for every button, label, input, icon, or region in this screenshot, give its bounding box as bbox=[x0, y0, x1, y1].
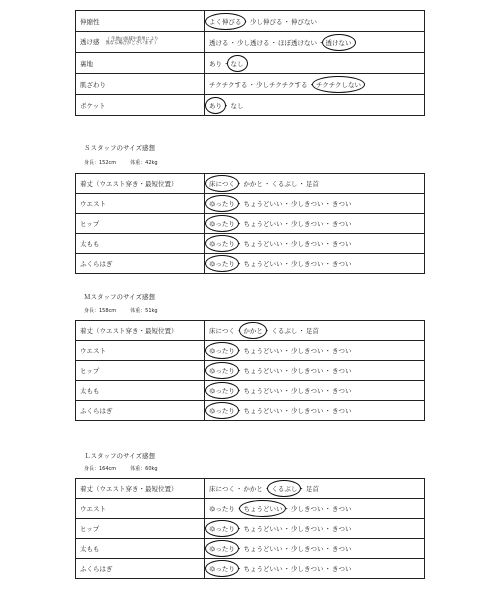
option: 少しきつい bbox=[290, 200, 324, 208]
selected-option: ゆったり bbox=[209, 200, 235, 208]
table-row bbox=[76, 74, 425, 95]
option-separator: ・ bbox=[324, 200, 331, 208]
selected-option: ちょうどいい bbox=[243, 505, 283, 513]
option-cell bbox=[205, 479, 425, 499]
row-label: ふくらはぎ bbox=[76, 254, 205, 274]
option-separator: ・ bbox=[283, 240, 290, 248]
option-cell bbox=[205, 559, 425, 579]
option: くるぶし bbox=[271, 180, 298, 188]
row-label: ウエスト bbox=[76, 341, 205, 361]
option: なし bbox=[230, 101, 244, 110]
option-separator: ・ bbox=[242, 17, 249, 26]
option-separator: ・ bbox=[223, 59, 230, 68]
option: 少しきつい bbox=[290, 367, 324, 375]
table-row bbox=[76, 234, 425, 254]
option-separator: ・ bbox=[263, 180, 271, 188]
option: 床につく bbox=[209, 327, 235, 335]
option-separator: ・ bbox=[235, 387, 243, 395]
note-line: （ 生地の加減や着用により bbox=[105, 36, 159, 42]
option-separator: ・ bbox=[235, 565, 243, 573]
option-cell bbox=[205, 53, 425, 74]
option-separator: ・ bbox=[283, 220, 290, 228]
option: きつい bbox=[331, 565, 352, 573]
option: 透ける bbox=[209, 38, 229, 47]
staff-height: 身長：164cm bbox=[84, 466, 117, 472]
option: ちょうどいい bbox=[243, 347, 283, 355]
selected-option: ゆったり bbox=[209, 260, 235, 268]
option: ちょうどいい bbox=[243, 565, 283, 573]
row-label-text: 透け感 bbox=[80, 38, 100, 47]
staff-size-table-m bbox=[75, 320, 425, 421]
option: きつい bbox=[331, 200, 352, 208]
option-cell bbox=[205, 321, 425, 341]
option: 少しきつい bbox=[290, 505, 324, 513]
option-separator: ・ bbox=[324, 240, 331, 248]
option: 少し伸びる bbox=[250, 17, 283, 26]
option: 少しきつい bbox=[290, 545, 324, 553]
option: 少しきつい bbox=[290, 525, 324, 533]
option-cell bbox=[205, 214, 425, 234]
option: きつい bbox=[331, 260, 352, 268]
staff-weight: 体重：51kg bbox=[130, 308, 158, 314]
option: 足首 bbox=[305, 327, 319, 335]
row-label: ふくらはぎ bbox=[76, 401, 205, 421]
option-separator: ・ bbox=[235, 240, 243, 248]
option-separator: ・ bbox=[298, 485, 305, 493]
table-row bbox=[76, 361, 425, 381]
row-label: 太もも bbox=[76, 234, 205, 254]
table-row bbox=[76, 95, 425, 116]
row-label: ウエスト bbox=[76, 499, 205, 519]
option: 足首 bbox=[305, 485, 319, 493]
option-separator: ・ bbox=[248, 80, 255, 89]
table-row bbox=[76, 401, 425, 421]
selected-option: あり bbox=[209, 101, 222, 110]
option-separator: ・ bbox=[283, 347, 290, 355]
option: ちょうどいい bbox=[243, 407, 283, 415]
row-label: 着丈（ウエスト穿き・最短位置） bbox=[76, 479, 205, 499]
option-cell bbox=[205, 234, 425, 254]
option-cell bbox=[205, 74, 425, 95]
option-separator: ・ bbox=[283, 525, 290, 533]
option: 少しきつい bbox=[290, 347, 324, 355]
option: かかと bbox=[243, 180, 263, 188]
option-separator: ・ bbox=[223, 101, 230, 110]
row-label: ポケット bbox=[76, 95, 205, 116]
row-label: ウエスト bbox=[76, 194, 205, 214]
option: ちょうどいい bbox=[243, 200, 283, 208]
option-cell bbox=[205, 11, 425, 32]
staff-height: 身長：158cm bbox=[84, 308, 117, 314]
table-row bbox=[76, 32, 425, 53]
option-separator: ・ bbox=[235, 180, 243, 188]
option: ちょうどいい bbox=[243, 525, 283, 533]
option-separator: ・ bbox=[235, 327, 243, 335]
staff-stats bbox=[84, 465, 172, 472]
table-row bbox=[76, 321, 425, 341]
option: かかと bbox=[243, 485, 263, 493]
selected-option: チクチクしない bbox=[315, 80, 361, 89]
option: ちょうどいい bbox=[243, 367, 283, 375]
section-title: Ｌスタッフのサイズ感想 bbox=[84, 452, 155, 460]
option-cell bbox=[205, 381, 425, 401]
option-separator: ・ bbox=[235, 505, 243, 513]
option-separator: ・ bbox=[318, 38, 325, 47]
option: きつい bbox=[331, 545, 352, 553]
selected-option: ゆったり bbox=[209, 407, 235, 415]
selected-option: 床につく bbox=[209, 180, 235, 188]
row-label: 裏地 bbox=[76, 53, 205, 74]
table-row bbox=[76, 341, 425, 361]
note-line: 異なる場合がございます ） bbox=[105, 41, 159, 47]
option-separator: ・ bbox=[235, 545, 243, 553]
selected-option: ゆったり bbox=[209, 220, 235, 228]
row-label: ふくらはぎ bbox=[76, 559, 205, 579]
option: ほぼ透けない bbox=[278, 38, 317, 47]
option-separator: ・ bbox=[235, 407, 243, 415]
selected-option: ゆったり bbox=[209, 545, 235, 553]
option-separator: ・ bbox=[283, 200, 290, 208]
table-row bbox=[76, 11, 425, 32]
option-cell bbox=[205, 341, 425, 361]
staff-weight: 体重：42kg bbox=[130, 160, 158, 166]
option: ちょうどいい bbox=[243, 387, 283, 395]
option-separator: ・ bbox=[324, 525, 331, 533]
option-separator: ・ bbox=[235, 485, 243, 493]
row-note bbox=[106, 38, 159, 47]
selected-option: ゆったり bbox=[209, 387, 235, 395]
row-label: 太もも bbox=[76, 539, 205, 559]
option-separator: ・ bbox=[263, 485, 271, 493]
option-separator: ・ bbox=[324, 367, 331, 375]
option: きつい bbox=[331, 367, 352, 375]
option: ちょうどいい bbox=[243, 545, 283, 553]
option-separator: ・ bbox=[235, 260, 243, 268]
staff-stats bbox=[84, 307, 172, 314]
option-cell bbox=[205, 95, 425, 116]
option: チクチクする bbox=[209, 80, 248, 89]
option-separator: ・ bbox=[324, 565, 331, 573]
option-separator: ・ bbox=[283, 260, 290, 268]
option-separator: ・ bbox=[263, 327, 271, 335]
option-separator: ・ bbox=[324, 387, 331, 395]
option: 伸びない bbox=[291, 17, 317, 26]
selected-option: 透けない bbox=[325, 38, 352, 47]
selected-option: ゆったり bbox=[209, 367, 235, 375]
selected-option: ゆったり bbox=[209, 525, 235, 533]
staff-weight: 体重：60kg bbox=[130, 466, 158, 472]
staff-height: 身長：152cm bbox=[84, 160, 117, 166]
row-label: 着丈（ウエスト穿き・最短位置） bbox=[76, 321, 205, 341]
row-label-with-note bbox=[76, 32, 205, 53]
table-row bbox=[76, 479, 425, 499]
option-cell bbox=[205, 194, 425, 214]
option: 少しきつい bbox=[290, 240, 324, 248]
row-label: 肌ざわり bbox=[76, 74, 205, 95]
option: 少しチクチクする bbox=[255, 80, 308, 89]
selected-option: よく伸びる bbox=[209, 17, 242, 26]
option-cell bbox=[205, 254, 425, 274]
option-separator: ・ bbox=[324, 220, 331, 228]
option: きつい bbox=[331, 525, 352, 533]
option: ゆったり bbox=[209, 505, 235, 513]
table-row bbox=[76, 174, 425, 194]
option-cell bbox=[205, 361, 425, 381]
option: きつい bbox=[331, 347, 352, 355]
option-separator: ・ bbox=[235, 200, 243, 208]
option-separator: ・ bbox=[298, 180, 305, 188]
row-label: ヒップ bbox=[76, 519, 205, 539]
selected-option: かかと bbox=[243, 327, 263, 335]
option-separator: ・ bbox=[308, 80, 315, 89]
option: ちょうどいい bbox=[243, 240, 283, 248]
row-label: 伸縮性 bbox=[76, 11, 205, 32]
option-separator: ・ bbox=[324, 407, 331, 415]
table-row bbox=[76, 539, 425, 559]
table-row bbox=[76, 559, 425, 579]
option: ちょうどいい bbox=[243, 220, 283, 228]
option: あり bbox=[209, 59, 222, 68]
selected-option: ゆったり bbox=[209, 347, 235, 355]
option-cell bbox=[205, 519, 425, 539]
fabric-properties-table bbox=[75, 10, 425, 116]
section-title: Ｓスタッフのサイズ感想 bbox=[84, 144, 155, 152]
option-separator: ・ bbox=[324, 505, 331, 513]
option-separator: ・ bbox=[229, 38, 236, 47]
selected-option: くるぶし bbox=[271, 485, 298, 493]
option-separator: ・ bbox=[324, 545, 331, 553]
table-row bbox=[76, 381, 425, 401]
table-row bbox=[76, 53, 425, 74]
option-separator: ・ bbox=[324, 347, 331, 355]
table-row bbox=[76, 519, 425, 539]
option: きつい bbox=[331, 220, 352, 228]
option: きつい bbox=[331, 505, 352, 513]
option-cell bbox=[205, 499, 425, 519]
option: 少しきつい bbox=[290, 387, 324, 395]
option-separator: ・ bbox=[283, 367, 290, 375]
row-label: ヒップ bbox=[76, 361, 205, 381]
table-row bbox=[76, 254, 425, 274]
staff-size-table-l bbox=[75, 478, 425, 579]
table-row bbox=[76, 194, 425, 214]
option: ちょうどいい bbox=[243, 260, 283, 268]
option: 少し透ける bbox=[237, 38, 270, 47]
option: 少しきつい bbox=[290, 220, 324, 228]
option: きつい bbox=[331, 387, 352, 395]
option-separator: ・ bbox=[235, 367, 243, 375]
option: 床につく bbox=[209, 485, 235, 493]
option: 足首 bbox=[305, 180, 319, 188]
option-separator: ・ bbox=[283, 407, 290, 415]
option-separator: ・ bbox=[283, 505, 290, 513]
option: 少しきつい bbox=[290, 407, 324, 415]
selected-option: ゆったり bbox=[209, 565, 235, 573]
option-cell bbox=[205, 401, 425, 421]
option-separator: ・ bbox=[298, 327, 305, 335]
option-cell bbox=[205, 174, 425, 194]
option-separator: ・ bbox=[270, 38, 277, 47]
option-separator: ・ bbox=[235, 525, 243, 533]
selected-option: ゆったり bbox=[209, 240, 235, 248]
option-separator: ・ bbox=[324, 260, 331, 268]
section-title: Ｍスタッフのサイズ感想 bbox=[84, 293, 155, 301]
staff-size-table-s bbox=[75, 173, 425, 274]
option-cell bbox=[205, 32, 425, 53]
option: 少しきつい bbox=[290, 565, 324, 573]
option-separator: ・ bbox=[235, 220, 243, 228]
option-separator: ・ bbox=[283, 545, 290, 553]
row-label: 太もも bbox=[76, 381, 205, 401]
table-row bbox=[76, 499, 425, 519]
staff-stats bbox=[84, 159, 172, 166]
option-separator: ・ bbox=[235, 347, 243, 355]
row-label: 着丈（ウエスト穿き・最短位置） bbox=[76, 174, 205, 194]
option: くるぶし bbox=[271, 327, 298, 335]
option-separator: ・ bbox=[283, 387, 290, 395]
option-cell bbox=[205, 539, 425, 559]
table-row bbox=[76, 214, 425, 234]
option-separator: ・ bbox=[283, 565, 290, 573]
option: きつい bbox=[331, 240, 352, 248]
option: 少しきつい bbox=[290, 260, 324, 268]
row-label: ヒップ bbox=[76, 214, 205, 234]
option-separator: ・ bbox=[283, 17, 290, 26]
option: きつい bbox=[331, 407, 352, 415]
selected-option: なし bbox=[230, 59, 244, 68]
